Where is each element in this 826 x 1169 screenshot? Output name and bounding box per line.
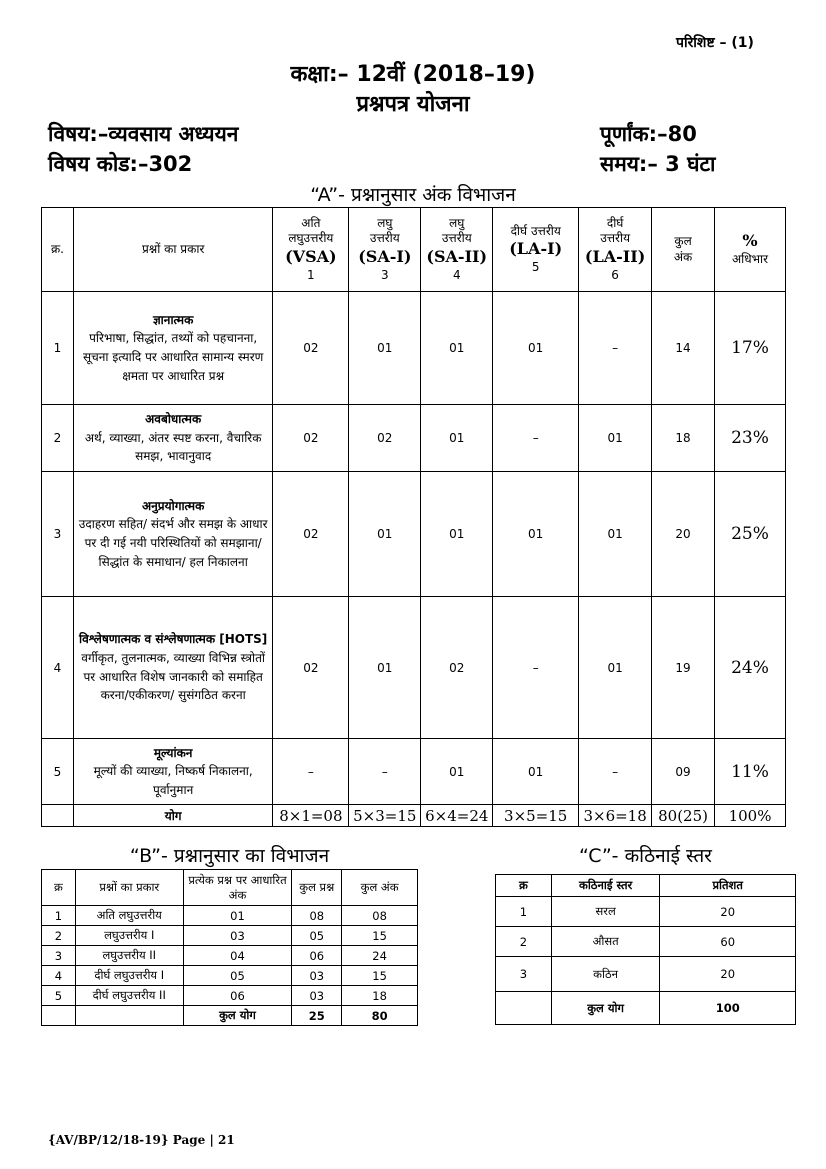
table-header-row: क्र प्रश्नों का प्रकार प्रत्येक प्रश्न पर आधारित अंक कुल प्रश्न कुल अंक bbox=[42, 870, 418, 906]
header-la2: दीर्घ उत्तरीय (LA-II) 6 bbox=[579, 208, 652, 292]
table-row: 5 मूल्यांकन मूल्यों की व्याख्या, निष्कर्ष निकालना, पूर्वानुमान – – 01 01 – 09 11% bbox=[42, 739, 786, 805]
subject: विषय:–व्यवसाय अध्ययन bbox=[48, 122, 239, 146]
section-c-title: “C”- कठिनाई स्तर bbox=[579, 845, 712, 867]
table-header-row: क्र कठिनाई स्तर प्रतिशत bbox=[496, 875, 796, 897]
header-vsa: अति लघुउत्तरीय (VSA) 1 bbox=[273, 208, 349, 292]
table-row: 4 दीर्घ लघुउत्तरीय I 05 03 15 bbox=[42, 966, 418, 986]
table-row: 4 विश्लेषणात्मक व संश्लेषणात्मक [HOTS] वर्गीकृत, तुलनात्मक, व्याख्या विभिन्न स्त्रोतों पर आधारित विशेष जानकारी को समाहित करना/एकीकरण/ सुसंगठित करना 02 01 02 – 01 19 24% bbox=[42, 597, 786, 739]
table-row: 3 कठिन 20 bbox=[496, 957, 796, 992]
table-row: 1 ज्ञानात्मक परिभाषा, सिद्धांत, तथ्यों को पहचानना, सूचना इत्यादि पर आधारित सामान्य स्मरण क्षमता पर आधारित प्रश्न 02 01 01 01 – 14 17% bbox=[42, 292, 786, 405]
scheme-title: प्रश्नपत्र योजना bbox=[356, 92, 470, 117]
header-total: कुल अंक bbox=[652, 208, 715, 292]
marks-distribution-table bbox=[41, 207, 786, 827]
table-row: 2 औसत 60 bbox=[496, 927, 796, 957]
table-total-row: कुल योग 100 bbox=[496, 992, 796, 1025]
class-title: कक्षा:– 12वीं (2018–19) bbox=[290, 62, 536, 87]
table-total-row: योग 8×1=08 5×3=15 6×4=24 3×5=15 3×6=18 80(25) 100% bbox=[42, 805, 786, 827]
table-row: 3 अनुप्रयोगात्मक उदाहरण सहित/ संदर्भ और समझ के आधार पर दी गई नयी परिस्थितियों को समझाना/ सिद्धांत के समाधान/ हल निकालना 02 01 01 01 01 20 25% bbox=[42, 472, 786, 597]
section-a-title: “A”- प्रश्नानुसार अंक विभाजन bbox=[310, 184, 516, 206]
table-row: 1 अति लघुउत्तरीय 01 08 08 bbox=[42, 906, 418, 926]
header-la1: दीर्घ उत्तरीय (LA-I) 5 bbox=[493, 208, 579, 292]
header-type: प्रश्नों का प्रकार bbox=[73, 208, 272, 292]
header-sa2: लघु उत्तरीय (SA-II) 4 bbox=[421, 208, 493, 292]
question-distribution-table bbox=[41, 869, 418, 1026]
page-number: Page | 21 bbox=[172, 1133, 235, 1147]
table-row: 5 दीर्घ लघुउत्तरीय II 06 03 18 bbox=[42, 986, 418, 1006]
header-percent: % अधिभार bbox=[715, 208, 786, 292]
section-b-title: “B”- प्रश्नानुसार का विभाजन bbox=[129, 845, 330, 867]
header-sa1: लघु उत्तरीय (SA-I) 3 bbox=[349, 208, 421, 292]
table-row: 3 लघुउत्तरीय II 04 06 24 bbox=[42, 946, 418, 966]
time-duration: समय:– 3 घंटा bbox=[600, 152, 716, 176]
document-code: {AV/BP/12/18-19} bbox=[48, 1133, 169, 1147]
table-row: 2 अवबोधात्मक अर्थ, व्याख्या, अंतर स्पष्ट करना, वैचारिक समझ, भावानुवाद 02 02 01 – 01 18 23% bbox=[42, 405, 786, 472]
difficulty-level-table bbox=[495, 874, 796, 1025]
header-sno: क्र. bbox=[42, 208, 74, 292]
table-total-row: कुल योग 25 80 bbox=[42, 1006, 418, 1026]
appendix-label: परिशिष्ट – (1) bbox=[676, 35, 754, 51]
table-header-row bbox=[42, 208, 786, 292]
subject-code: विषय कोड:–302 bbox=[48, 152, 193, 176]
table-row: 2 लघुउत्तरीय I 03 05 15 bbox=[42, 926, 418, 946]
table-row: 1 सरल 20 bbox=[496, 897, 796, 927]
page-footer bbox=[48, 1133, 235, 1147]
full-marks: पूर्णांक:–80 bbox=[600, 122, 697, 146]
